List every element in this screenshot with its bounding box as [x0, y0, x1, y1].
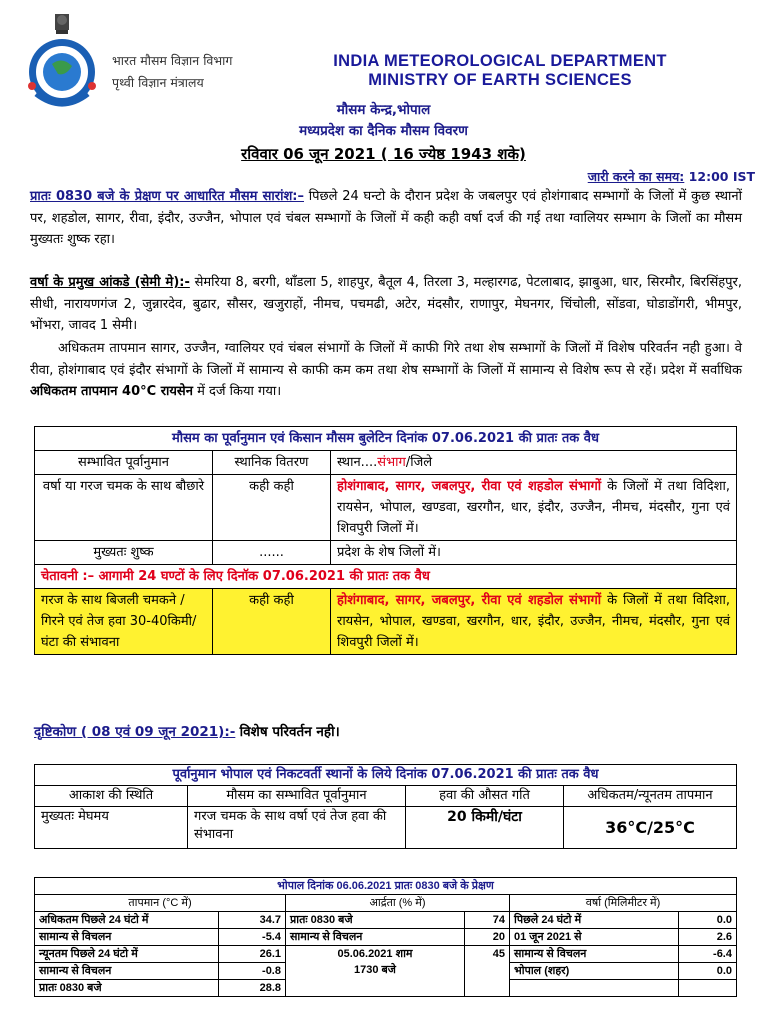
summary-text: पिछले 24 घन्टो के दौरान प्रदेश के जबलपुर एवं होशंगाबाद सम्भागों के जिलों में कुछ स्थानों पर, शहडोल, सागर, रीवा, इंदौर, उज्जैन, भोपाल एवं चंबल सम्भागों के जिलों में कही कही वर्षा दर्ज की गई तथा ग्वालियर सम्भाग के जिलों का मौसम मुख्यतः शुष्क रहा। — [30, 189, 742, 247]
forecast-table-title: मौसम का पूर्वानुमान एवं किसान मौसम बुलेटिन दिनांक 07.06.2021 की प्रातः तक वैध — [35, 427, 737, 451]
col-wind: हवा की औसत गति — [406, 786, 564, 807]
obs-value: 2.6 — [679, 929, 737, 946]
warning-title: चेतावनी :– आगामी 24 घण्टों के लिए दिनॉक 07.06.2021 की प्रातः तक वैध — [35, 565, 737, 589]
obs-value: 26.1 — [219, 946, 286, 963]
col-weather: मौसम का सम्भावित पूर्वानुमान — [188, 786, 406, 807]
weather-value: गरज चमक के साथ वर्षा एवं तेज हवा की संभावना — [188, 807, 406, 849]
weather-summary — [30, 186, 742, 251]
temp-header: तापमान (°C में) — [35, 895, 286, 912]
observation-table — [34, 877, 737, 997]
obs-value: 74 — [465, 912, 510, 929]
wind-value: 20 किमी/घंटा — [406, 807, 564, 849]
col-header-distribution: स्थानिक वितरण — [213, 451, 331, 475]
obs-label: प्रातः 0830 बजे — [286, 912, 465, 929]
col-temp: अधिकतम/न्यूनतम तापमान — [564, 786, 737, 807]
row2-distribution: ...... — [213, 541, 331, 565]
sky-value: मुख्यतः मेघमय — [35, 807, 188, 849]
warning-forecast: गरज के साथ बिजली चमकने / गिरने एवं तेज हवा 30-40किमी/घंटा की संभावना — [35, 589, 213, 655]
obs-label: 05.06.2021 शाम 1730 बजे — [286, 946, 465, 997]
rainfall-label: वर्षा के प्रमुख आंकडे (सेमी मे):- — [30, 275, 190, 290]
hindi-department-name: भारत मौसम विज्ञान विभाग पृथ्वी विज्ञान मंत्रालय — [112, 53, 233, 90]
rain-header: वर्षा (मिलिमीटर में) — [510, 895, 737, 912]
humidity-header: आर्द्रता (% में) — [286, 895, 510, 912]
report-title: मध्यप्रदेश का दैनिक मौसम विवरण — [299, 123, 468, 139]
outlook — [34, 722, 340, 740]
warning-distribution: कही कही — [213, 589, 331, 655]
col-header-forecast: सम्भावित पूर्वानुमान — [35, 451, 213, 475]
issue-time: जारी करने का समय: 12:00 IST — [587, 169, 755, 184]
bhopal-forecast-table — [34, 764, 737, 849]
obs-label: पिछले 24 घंटो में — [510, 912, 679, 929]
station-title: मौसम केन्द्र,भोपाल — [336, 102, 431, 118]
obs-value: 34.7 — [219, 912, 286, 929]
obs-label: सामान्य से विचलन — [286, 929, 465, 946]
summary-label: प्रातः 0830 बजे के प्रेक्षण पर आधारित मौसम सारांश:– — [30, 189, 304, 204]
obs-value: 28.8 — [219, 980, 286, 997]
temperature-summary: अधिकतम तापमान सागर, उज्जैन, ग्वालियर एवं चंबल संभागों के जिलों में काफी गिरे तथा शेष सम्भागों के जिलों में विशेष परिवर्तन नही हुआ। वे रीवा, होशंगाबाद एवं इंदौर संभागों के जिलों में सामान्य से काफी कम कम तथा शेष सम्भागों के जिलों में सामान्य से विशेष रूप से रहें। प्रदेश में सर्वाधिक अधिकतम तापमान 40°C रायसेन में दर्ज किया गया। — [30, 341, 742, 399]
obs-value: 0.0 — [679, 963, 737, 980]
row2-places: प्रदेश के शेष जिलों में। — [331, 541, 737, 565]
obs-empty — [679, 980, 737, 997]
bhopal-forecast-title: पूर्वानुमान भोपाल एवं निकटवर्ती स्थानों के लिये दिनांक 07.06.2021 की प्रातः तक वैध — [35, 765, 737, 786]
obs-label: सामान्य से विचलन — [35, 963, 219, 980]
row1-forecast: वर्षा या गरज चमक के साथ बौछारे — [35, 475, 213, 541]
obs-value: 0.0 — [679, 912, 737, 929]
row1-places: होशंगाबाद, सागर, जबलपुर, रीवा एवं शहडोल संभागों के जिलों में तथा विदिशा, रायसेन, भोपाल, खण्डवा, खरगौन, धार, इंदौर, उज्जैन, नीमच, मंदसौर, गुना एवं शिवपुरी जिलों में। — [331, 475, 737, 541]
row2-forecast: मुख्यतः शुष्क — [35, 541, 213, 565]
col-header-places: स्थान....संभाग/जिले — [331, 451, 737, 475]
obs-value: 45 — [465, 946, 510, 997]
imd-emblem-logo — [22, 14, 102, 112]
obs-label: न्यूनतम पिछले 24 घंटो में — [35, 946, 219, 963]
english-department-name: INDIA METEOROLOGICAL DEPARTMENT MINISTRY OF EARTH SCIENCES — [333, 52, 667, 89]
obs-label: भोपाल (शहर) — [510, 963, 679, 980]
obs-label: प्रातः 0830 बजे — [35, 980, 219, 997]
warning-places: होशंगाबाद, सागर, जबलपुर, रीवा एवं शहडोल संभागों के जिलों में तथा विदिशा, रायसेन, भोपाल, खण्डवा, खरगौन, धार, इंदौर, उज्जैन, नीमच, मंदसौर, गुना एवं शिवपुरी जिलों में। — [331, 589, 737, 655]
obs-label: सामान्य से विचलन — [510, 946, 679, 963]
rainfall-text: सेमरिया 8, बरगी, थॉंडला 5, शाहपुर, बैतूल 4, तिरला 3, मल्हारगढ, पेटलाबाद, झाबुआ, धार, सिरमौर, बिरसिंहपुर, सीधी, नारायणगंज 2, जुन्नारदेव, बुढार, सौसर, खजुराहों, नीमच, पचमढी, अटेर, मंदसौर, राणापुर, मेघनगर, चिंचोली, सोंडवा, घोडाडोंगरी, भीमपुर, भोंभरा, जावद 1 सेमी। — [30, 275, 742, 333]
row1-distribution: कही कही — [213, 475, 331, 541]
obs-value: 20 — [465, 929, 510, 946]
observation-title: भोपाल दिनांक 06.06.2021 प्रातः 0830 बजे के प्रेक्षण — [35, 878, 737, 895]
obs-label: 01 जून 2021 से — [510, 929, 679, 946]
col-sky: आकाश की स्थिति — [35, 786, 188, 807]
obs-label: सामान्य से विचलन — [35, 929, 219, 946]
temp-value: 36°C/25°C — [564, 807, 737, 849]
outlook-label: दृष्टिकोण ( 08 एवं 09 जून 2021):- — [34, 724, 236, 740]
obs-value: -6.4 — [679, 946, 737, 963]
obs-value: -5.4 — [219, 929, 286, 946]
report-date: रविवार 06 जून 2021 ( 16 ज्येष्ठ 1943 शके) — [241, 145, 526, 163]
rainfall-summary — [30, 272, 742, 337]
obs-empty — [510, 980, 679, 997]
obs-label: अधिकतम पिछले 24 घंटो में — [35, 912, 219, 929]
obs-value: -0.8 — [219, 963, 286, 980]
outlook-text: विशेष परिवर्तन नही। — [239, 724, 340, 740]
forecast-table — [34, 426, 737, 655]
